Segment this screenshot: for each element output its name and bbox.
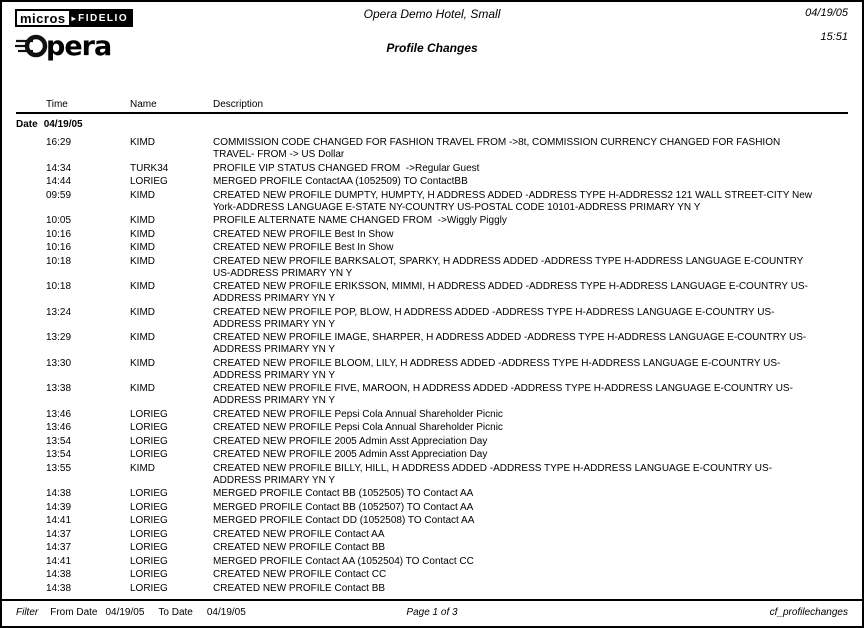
to-date-value: 04/19/05: [206, 607, 246, 618]
description-cell: COMMISSION CODE CHANGED FOR FASHION TRAVEL FROM ->8t, COMMISSION CURRENCY CHANGED FOR FASHION TRAVEL- FROM -> US Dollar: [213, 137, 783, 160]
name-cell: KIMD: [130, 215, 155, 226]
table-row: [2, 515, 862, 527]
table-row: [2, 163, 862, 175]
column-header-name: Name: [130, 99, 157, 110]
name-cell: KIMD: [130, 189, 155, 201]
description-cell: CREATED NEW PROFILE Best In Show: [213, 242, 394, 253]
table-row: [2, 137, 862, 161]
table-row: [2, 358, 862, 382]
column-header-description: Description: [213, 99, 264, 110]
table-row: [2, 307, 862, 331]
date-group-value: 04/19/05: [43, 119, 83, 130]
table-row: [2, 449, 862, 461]
table-row: [2, 542, 862, 554]
to-date-label: To Date: [158, 607, 193, 618]
name-cell: LORIEG: [130, 422, 168, 433]
fidelio-arrow-icon: ▸: [71, 13, 78, 23]
time-cell: 10:16: [46, 228, 72, 240]
time-cell: 10:18: [46, 255, 72, 267]
time-cell: 14:39: [46, 501, 72, 513]
description-cell: CREATED NEW PROFILE 2005 Admin Asst Appreciation Day: [213, 449, 488, 460]
description-cell: CREATED NEW PROFILE IMAGE, SHARPER, H ADDRESS ADDED -ADDRESS TYPE H-ADDRESS LANGUAGE E-COUNTRY US-ADDRESS PRIMARY YN Y: [213, 332, 807, 355]
name-cell: LORIEG: [130, 501, 168, 513]
time-cell: 14:38: [46, 488, 72, 499]
table-rows: [2, 137, 862, 599]
footer-divider: [2, 599, 862, 601]
description-cell: CREATED NEW PROFILE Pepsi Cola Annual Shareholder Picnic: [213, 408, 503, 420]
description-cell: CREATED NEW PROFILE Contact BB: [213, 542, 386, 553]
description-cell: PROFILE VIP STATUS CHANGED FROM ->Regular Guest: [213, 162, 480, 174]
table-row: [2, 256, 862, 280]
name-cell: LORIEG: [130, 542, 168, 553]
description-cell: CREATED NEW PROFILE Pepsi Cola Annual Shareholder Picnic: [213, 422, 503, 433]
time-cell: 14:41: [46, 555, 72, 567]
table-column-headers: [2, 99, 862, 112]
name-cell: LORIEG: [130, 488, 168, 499]
name-cell: KIMD: [130, 281, 155, 292]
table-row: [2, 176, 862, 188]
name-cell: KIMD: [130, 228, 155, 240]
name-cell: LORIEG: [130, 449, 168, 460]
time-cell: 13:46: [46, 422, 72, 433]
time-cell: 13:29: [46, 332, 72, 343]
table-row: [2, 463, 862, 487]
time-cell: 13:54: [46, 435, 72, 447]
description-cell: CREATED NEW PROFILE Contact CC: [213, 569, 387, 580]
description-cell: CREATED NEW PROFILE BARKSALOT, SPARKY, H ADDRESS ADDED -ADDRESS TYPE H-ADDRESS LANGUAGE E-COUNTRY US-ADDRESS PRIMARY YN Y: [213, 255, 806, 279]
time-cell: 10:18: [46, 281, 72, 292]
name-cell: TURK34: [130, 162, 169, 174]
table-row: [2, 488, 862, 500]
report-id: cf_profilechanges: [769, 607, 848, 618]
description-cell: MERGED PROFILE ContactAA (1052509) TO ContactBB: [213, 176, 468, 187]
table-row: [2, 215, 862, 227]
time-cell: 14:38: [46, 569, 72, 580]
name-cell: KIMD: [130, 137, 155, 148]
description-cell: PROFILE ALTERNATE NAME CHANGED FROM ->Wiggly Piggly: [213, 215, 507, 226]
time-cell: 13:24: [46, 306, 72, 318]
footer: [16, 607, 848, 620]
table-row: [2, 383, 862, 407]
table-row: [2, 409, 862, 421]
time-cell: 14:38: [46, 582, 72, 594]
opera-logo-text: pera: [46, 30, 112, 62]
filter-label: Filter: [16, 607, 39, 618]
table-row: [2, 190, 862, 214]
description-cell: CREATED NEW PROFILE BILLY, HILL, H ADDRESS ADDED -ADDRESS TYPE H-ADDRESS LANGUAGE E-COUNTRY US-ADDRESS PRIMARY YN Y: [213, 462, 773, 486]
report-date: 04/19/05: [805, 7, 848, 19]
page-title: Profile Changes: [386, 41, 478, 55]
time-cell: 13:55: [46, 462, 72, 474]
table-row: [2, 436, 862, 448]
name-cell: LORIEG: [130, 515, 168, 526]
time-cell: 16:29: [46, 137, 72, 148]
description-cell: CREATED NEW PROFILE Best In Show: [213, 228, 394, 240]
description-cell: MERGED PROFILE Contact DD (1052508) TO Contact AA: [213, 515, 475, 526]
description-cell: CREATED NEW PROFILE FIVE, MAROON, H ADDRESS ADDED -ADDRESS TYPE H-ADDRESS LANGUAGE E-COUNTRY US-ADDRESS PRIMARY YN Y: [213, 383, 793, 406]
time-cell: 10:05: [46, 215, 72, 226]
description-cell: MERGED PROFILE Contact BB (1052505) TO Contact AA: [213, 488, 474, 499]
header-divider: [16, 112, 848, 114]
table-row: [2, 229, 862, 241]
column-header-time: Time: [46, 99, 68, 110]
time-cell: 14:44: [46, 176, 72, 187]
name-cell: LORIEG: [130, 569, 168, 580]
name-cell: LORIEG: [130, 582, 168, 594]
time-cell: 10:16: [46, 242, 72, 253]
from-date-value: 04/19/05: [105, 607, 145, 618]
name-cell: KIMD: [130, 332, 155, 343]
time-cell: 13:30: [46, 357, 72, 369]
date-group-row: [16, 119, 83, 130]
fidelio-logo-text: FIDELIO: [78, 12, 129, 24]
table-row: [2, 502, 862, 514]
description-cell: CREATED NEW PROFILE Contact BB: [213, 582, 386, 594]
name-cell: KIMD: [130, 357, 155, 369]
description-cell: CREATED NEW PROFILE ERIKSSON, MIMMI, H ADDRESS ADDED -ADDRESS TYPE H-ADDRESS LANGUAGE E-COUNTRY US-ADDRESS PRIMARY YN Y: [213, 281, 808, 304]
name-cell: KIMD: [130, 255, 155, 267]
name-cell: KIMD: [130, 462, 155, 474]
time-cell: 14:41: [46, 515, 72, 526]
date-group-label: Date: [16, 119, 38, 130]
name-cell: KIMD: [130, 383, 155, 394]
time-cell: 14:34: [46, 162, 72, 174]
time-cell: 14:37: [46, 542, 72, 553]
name-cell: KIMD: [130, 306, 155, 318]
from-date-label: From Date: [50, 607, 98, 618]
description-cell: CREATED NEW PROFILE 2005 Admin Asst Appreciation Day: [213, 435, 488, 447]
page-indicator: Page 1 of 3: [406, 607, 458, 618]
table-row: [2, 569, 862, 581]
time-cell: 09:59: [46, 189, 72, 201]
table-row: [2, 242, 862, 254]
table-row: [2, 332, 862, 356]
table-row: [2, 281, 862, 305]
name-cell: LORIEG: [130, 528, 168, 540]
table-row: [2, 583, 862, 595]
description-cell: MERGED PROFILE Contact BB (1052507) TO Contact AA: [213, 501, 474, 513]
description-cell: CREATED NEW PROFILE POP, BLOW, H ADDRESS ADDED -ADDRESS TYPE H-ADDRESS LANGUAGE E-COUNTRY US-ADDRESS PRIMARY YN Y: [213, 306, 775, 330]
description-cell: MERGED PROFILE Contact AA (1052504) TO Contact CC: [213, 555, 474, 567]
time-cell: 13:38: [46, 383, 72, 394]
time-cell: 13:54: [46, 449, 72, 460]
description-cell: CREATED NEW PROFILE Contact AA: [213, 528, 385, 540]
name-cell: KIMD: [130, 242, 155, 253]
table-row: [2, 556, 862, 568]
time-cell: 13:46: [46, 408, 72, 420]
name-cell: LORIEG: [130, 555, 168, 567]
micros-logo-text: micros: [15, 9, 71, 27]
time-cell: 14:37: [46, 528, 72, 540]
hotel-title: Opera Demo Hotel, Small: [363, 7, 501, 21]
description-cell: CREATED NEW PROFILE DUMPTY, HUMPTY, H ADDRESS ADDED -ADDRESS TYPE H-ADDRESS2 121 WALL STREET-CITY New York-ADDRESS LANGUAGE E-STATE NY-COUNTRY US-POSTAL CODE 10101-ADDRESS PRIMARY YN Y: [213, 189, 815, 213]
table-row: [2, 422, 862, 434]
name-cell: LORIEG: [130, 435, 168, 447]
table-row: [2, 529, 862, 541]
name-cell: LORIEG: [130, 408, 168, 420]
description-cell: CREATED NEW PROFILE BLOOM, LILY, H ADDRESS ADDED -ADDRESS TYPE H-ADDRESS LANGUAGE E-COUNTRY US-ADDRESS PRIMARY YN Y: [213, 357, 781, 381]
name-cell: LORIEG: [130, 176, 168, 187]
report-time: 15:51: [820, 31, 848, 43]
